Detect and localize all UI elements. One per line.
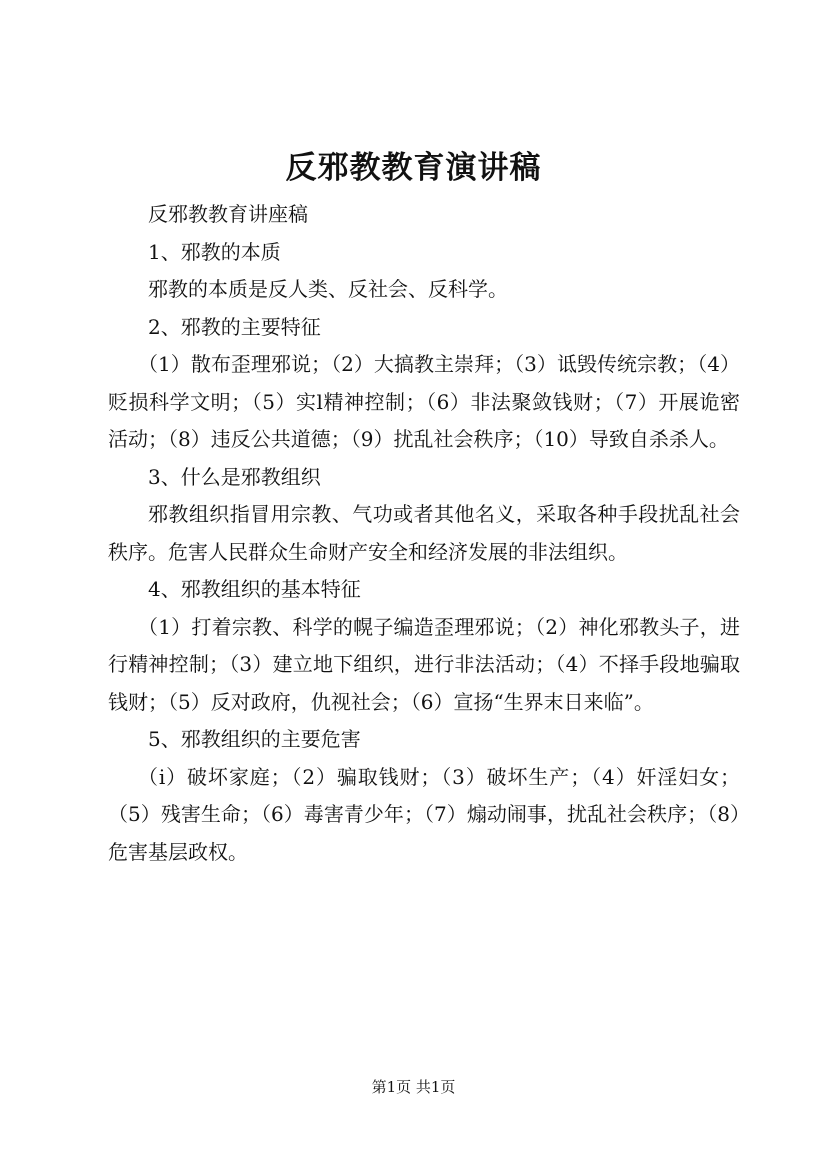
document-body [108, 196, 740, 871]
paragraph-org-features-list: （1）打着宗教、科学的幌子编造歪理邪说；（2）神化邪教头子，进行精神控制；（3）建立地下组织，进行非法活动；（4）不择手段地骗取钱财；（5）反对政府，仇视社会；（6）宣扬“生界末日来临”。 [108, 614, 740, 714]
document-title: 反邪教教育演讲稿 [285, 150, 542, 186]
paragraph-definition: 邪教组织指冒用宗教、气功或者其他名义，采取各种手段扰乱社会秩序。危害人民群众生命财产安全和经济发展的非法组织。 [108, 502, 740, 564]
section-heading-2: 2、邪教的主要特征 [148, 314, 321, 339]
paragraph-subtitle: 反邪教教育讲座稿 [148, 202, 308, 226]
paragraph-features-list: （1）散布歪理邪说；（2）大搞教主崇拜；（3）诋毁传统宗教；（4）贬损科学文明；（5）实l精神控制；（6）非法聚敛钱财；（7）开展诡密活动；（8）违反公共道德；（9）扰乱社会秩序；（10）导致自杀杀人。 [108, 352, 740, 451]
page-footer: 第1页 共1页 [371, 1078, 456, 1096]
section-heading-1: 1、邪教的本质 [148, 239, 281, 264]
section-heading-4: 4、邪教组织的基本特征 [148, 577, 361, 601]
paragraph-nature: 邪教的本质是反人类、反社会、反科学。 [148, 277, 508, 301]
section-heading-3: 3、什么是邪教组织 [148, 464, 321, 489]
section-heading-5: 5、邪教组织的主要危害 [148, 727, 361, 751]
paragraph-harms-list: （i）破坏家庭；（2）骗取钱财；（3）破坏生产；（4）奸淫妇女；（5）残害生命；（6）毒害青少年；（7）煽动闹事，扰乱社会秩序；（8）危害基层政权。 [108, 764, 740, 864]
